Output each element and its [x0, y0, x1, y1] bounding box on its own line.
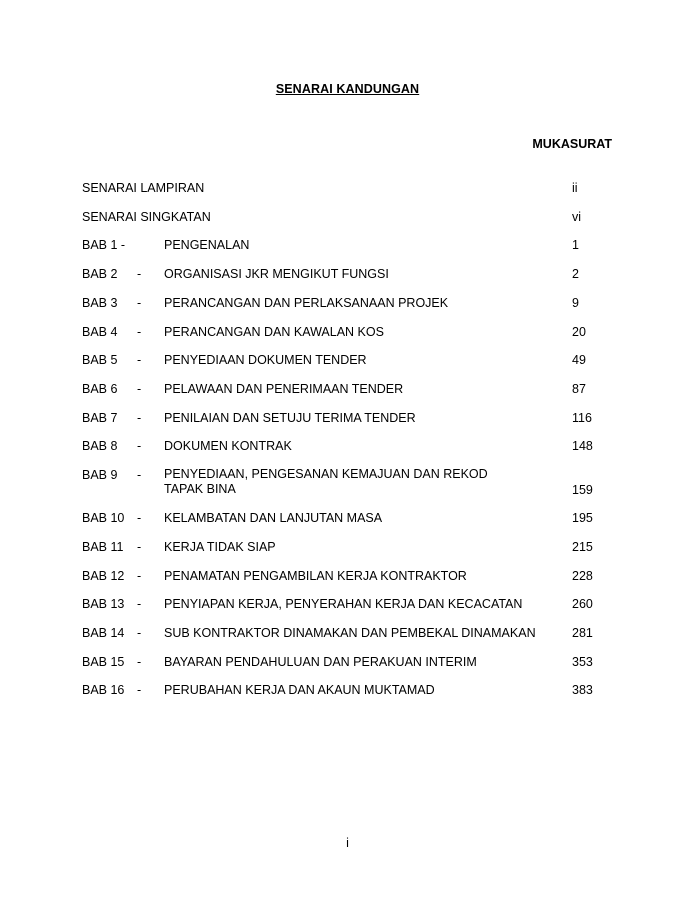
- toc-chapter-label: BAB 11: [82, 539, 124, 554]
- toc-chapter-row: [0, 682, 695, 698]
- toc-chapter-row: [0, 596, 695, 612]
- toc-chapter-row: [0, 438, 695, 454]
- toc-chapter-row: [0, 324, 695, 340]
- toc-page-number: 215: [572, 539, 593, 554]
- toc-chapter-label: BAB 5: [82, 353, 118, 368]
- toc-dash: -: [137, 626, 142, 640]
- toc-dash: -: [137, 295, 142, 310]
- toc-dash: -: [137, 539, 142, 554]
- toc-chapter-label: BAB 12: [82, 568, 125, 583]
- toc-chapter-title: [164, 410, 416, 426]
- toc-chapter-title-line: TAPAK BINA: [164, 481, 236, 496]
- toc-chapter-title: [164, 266, 389, 282]
- toc-chapter-label: BAB 1 -: [82, 238, 126, 253]
- toc-chapter-row: [0, 381, 695, 397]
- toc-chapter-label: BAB 10: [82, 511, 125, 526]
- toc-chapter-title-line: PENAMATAN PENGAMBILAN KERJA KONTRAKTOR: [164, 568, 467, 583]
- toc-chapter-title: [164, 539, 276, 555]
- toc-page-number: 353: [572, 654, 593, 669]
- toc-dash: -: [137, 654, 142, 669]
- toc-front-matter-row: [0, 209, 695, 225]
- toc-chapter-title: [164, 295, 448, 311]
- toc-chapter-title: [164, 625, 536, 641]
- toc-chapter-label: BAB 13: [82, 597, 125, 612]
- toc-chapter-title: [164, 324, 384, 340]
- toc-chapter-title-line: PENYEDIAAN DOKUMEN TENDER: [164, 353, 367, 368]
- toc-chapter-row: [0, 654, 695, 670]
- toc-chapter-title: [164, 467, 488, 496]
- toc-chapter-title-line: PENGENALAN: [164, 238, 250, 253]
- toc-chapter-title-line: KELAMBATAN DAN LANJUTAN MASA: [164, 511, 383, 526]
- toc-chapter-title-line: PERUBAHAN KERJA DAN AKAUN MUKTAMAD: [164, 683, 435, 698]
- toc-chapter-label: BAB 6: [82, 381, 118, 396]
- toc-chapter-label: BAB 9: [82, 468, 118, 482]
- toc-dash: -: [137, 353, 142, 368]
- toc-chapter-title: [164, 438, 292, 454]
- toc-dash: -: [137, 683, 142, 698]
- page-title: SENARAI KANDUNGAN: [275, 82, 420, 96]
- footer-page-number: i: [346, 836, 349, 850]
- toc-page-number: 87: [572, 381, 586, 396]
- toc-chapter-row: [0, 266, 695, 282]
- toc-page-number: 1: [572, 238, 579, 253]
- toc-chapter-title: [164, 381, 403, 397]
- toc-chapter-label: BAB 8: [82, 439, 118, 454]
- toc-chapter-title: [164, 510, 382, 526]
- toc-page-number: 148: [572, 439, 593, 454]
- toc-chapter-row: [0, 510, 695, 526]
- toc-chapter-label: BAB 16: [82, 683, 125, 698]
- toc-chapter-label: BAB 2: [82, 267, 118, 282]
- toc-chapter-label: BAB 7: [82, 410, 118, 425]
- toc-chapter-row: [0, 467, 695, 499]
- toc-chapter-label: BAB 15: [82, 654, 125, 669]
- toc-chapter-title-line: PENILAIAN DAN SETUJU TERIMA TENDER: [164, 410, 416, 425]
- toc-page-number: vi: [572, 209, 582, 224]
- toc-chapter-row: [0, 410, 695, 426]
- toc-chapter-title-line: PENYEDIAAN, PENGESANAN KEMAJUAN DAN REKOD: [164, 467, 488, 481]
- toc-page-number: 228: [572, 568, 593, 583]
- toc-page-number: 195: [572, 511, 593, 526]
- toc-chapter-title-line: BAYARAN PENDAHULUAN DAN PERAKUAN INTERIM: [164, 654, 477, 669]
- toc-chapter-label: BAB 14: [82, 626, 125, 640]
- toc-chapter-title-line: KERJA TIDAK SIAP: [164, 539, 276, 554]
- toc-entry-title: SENARAI SINGKATAN: [82, 209, 211, 224]
- toc-page-number: 116: [572, 410, 592, 425]
- toc-page-number: 9: [572, 295, 579, 310]
- toc-chapter-title: [164, 568, 467, 584]
- toc-chapter-title-line: PENYIAPAN KERJA, PENYERAHAN KERJA DAN KECACATAN: [164, 597, 523, 612]
- toc-front-matter-row: [0, 180, 695, 196]
- toc-chapter-title: [164, 596, 522, 612]
- toc-chapter-row: [0, 625, 695, 641]
- toc-page-number: 260: [572, 597, 593, 612]
- toc-page-number: ii: [572, 181, 578, 195]
- toc-chapter-row: [0, 539, 695, 555]
- toc-chapter-row: [0, 295, 695, 311]
- toc-dash: -: [137, 381, 142, 396]
- toc-chapter-title-line: DOKUMEN KONTRAK: [164, 439, 292, 454]
- toc-dash: -: [137, 410, 142, 425]
- toc-chapter-title: [164, 352, 367, 368]
- toc-chapter-title-line: PELAWAAN DAN PENERIMAAN TENDER: [164, 381, 404, 396]
- toc-chapter-title-line: PERANCANGAN DAN PERLAKSANAAN PROJEK: [164, 295, 449, 310]
- toc-dash: -: [137, 597, 142, 612]
- toc-chapter-title: [164, 682, 435, 698]
- toc-chapter-title: [164, 654, 477, 670]
- toc-dash: -: [137, 267, 142, 282]
- toc-page-number: 20: [572, 324, 586, 339]
- toc-page-number: 159: [572, 482, 593, 497]
- toc-chapter-label: BAB 4: [82, 324, 118, 339]
- toc-dash: -: [137, 324, 142, 339]
- toc-page-number: 281: [572, 626, 593, 640]
- page-column-header: MUKASURAT: [532, 137, 612, 151]
- toc-chapter-label: BAB 3: [82, 295, 118, 310]
- toc-chapter-title-line: ORGANISASI JKR MENGIKUT FUNGSI: [164, 267, 389, 282]
- toc-chapter-row: [0, 352, 695, 368]
- toc-chapter-title-line: SUB KONTRAKTOR DINAMAKAN DAN PEMBEKAL DINAMAKAN: [164, 626, 536, 640]
- toc-dash: -: [137, 511, 142, 526]
- toc-chapter-row: [0, 237, 695, 253]
- toc-dash: -: [137, 568, 142, 583]
- toc-page-number: 2: [572, 267, 579, 282]
- toc-chapter-title: [164, 237, 249, 253]
- toc-entry-title: SENARAI LAMPIRAN: [82, 181, 205, 195]
- toc-chapter-title-line: PERANCANGAN DAN KAWALAN KOS: [164, 324, 384, 339]
- toc-page-number: 49: [572, 353, 586, 368]
- toc-dash: -: [137, 468, 142, 482]
- toc-page-number: 383: [572, 683, 593, 698]
- toc-chapter-row: [0, 568, 695, 584]
- toc-dash: -: [137, 439, 142, 454]
